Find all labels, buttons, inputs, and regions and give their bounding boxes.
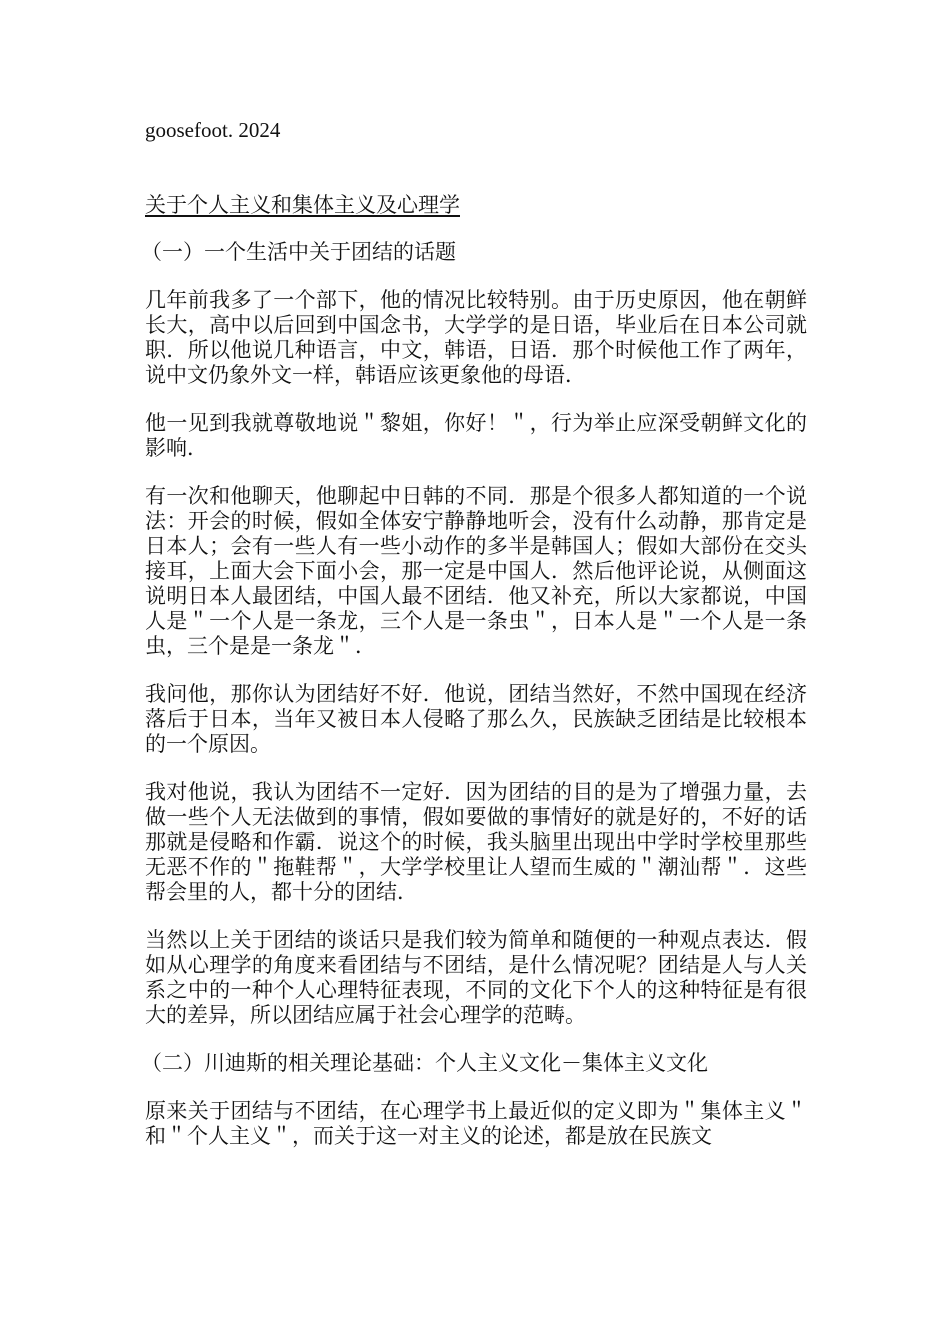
section-heading-2: （二）川迪斯的相关理论基础：个人主义文化－集体主义文化 xyxy=(141,1051,708,1075)
paragraph: 他一见到我就尊敬地说＂黎姐，你好！＂，行为举止应深受朝鲜文化的影响． xyxy=(145,411,807,460)
section-heading-1: （一）一个生活中关于团结的话题 xyxy=(141,240,456,264)
paragraph: 有一次和他聊天，他聊起中日韩的不同．那是个很多人都知道的一个说法：开会的时候，假如全体安宁静静地听会，没有什么动静，那肯定是日本人；会有一些人有一些小动作的多半是韩国人；假如大部份在交头接耳，上面大会下面小会，那一定是中国人．然后他评论说，从侧面这说明日本人最团结，中国人最不团结．他又补充，所以大家都说，中国人是＂一个人是一条龙，三个人是一条虫＂，日本人是＂一个人是一条虫，三个是是一条龙＂． xyxy=(145,484,807,658)
paragraph: 我对他说，我认为团结不一定好．因为团结的目的是为了增强力量，去做一些个人无法做到的事情，假如要做的事情好的就是好的，不好的话那就是侵略和作霸．说这个的时候，我头脑里出现出中学时学校里那些无恶不作的＂拖鞋帮＂，大学学校里让人望而生威的＂潮汕帮＂．这些帮会里的人，都十分的团结． xyxy=(145,780,807,904)
page-header: goosefoot. 2024 xyxy=(145,118,281,142)
paragraph: 几年前我多了一个部下，他的情况比较特别。由于历史原因，他在朝鲜长大，高中以后回到中国念书，大学学的是日语，毕业后在日本公司就职．所以他说几种语言，中文，韩语，日语．那个时候他工作了两年，说中文仍象外文一样，韩语应该更象他的母语． xyxy=(145,288,807,387)
article-title: 关于个人主义和集体主义及心理学 xyxy=(145,193,460,217)
paragraph: 当然以上关于团结的谈话只是我们较为简单和随便的一种观点表达．假如从心理学的角度来看团结与不团结，是什么情况呢？团结是人与人关系之中的一种个人心理特征表现，不同的文化下个人的这种特征是有很大的差异，所以团结应属于社会心理学的范畴。 xyxy=(145,928,807,1027)
paragraph: 我问他，那你认为团结好不好．他说，团结当然好，不然中国现在经济落后于日本，当年又被日本人侵略了那么久，民族缺乏团结是比较根本的一个原因。 xyxy=(145,682,807,756)
paragraph: 原来关于团结与不团结，在心理学书上最近似的定义即为＂集体主义＂和＂个人主义＂，而关于这一对主义的论述，都是放在民族文 xyxy=(145,1099,807,1148)
article-body xyxy=(141,193,807,1172)
